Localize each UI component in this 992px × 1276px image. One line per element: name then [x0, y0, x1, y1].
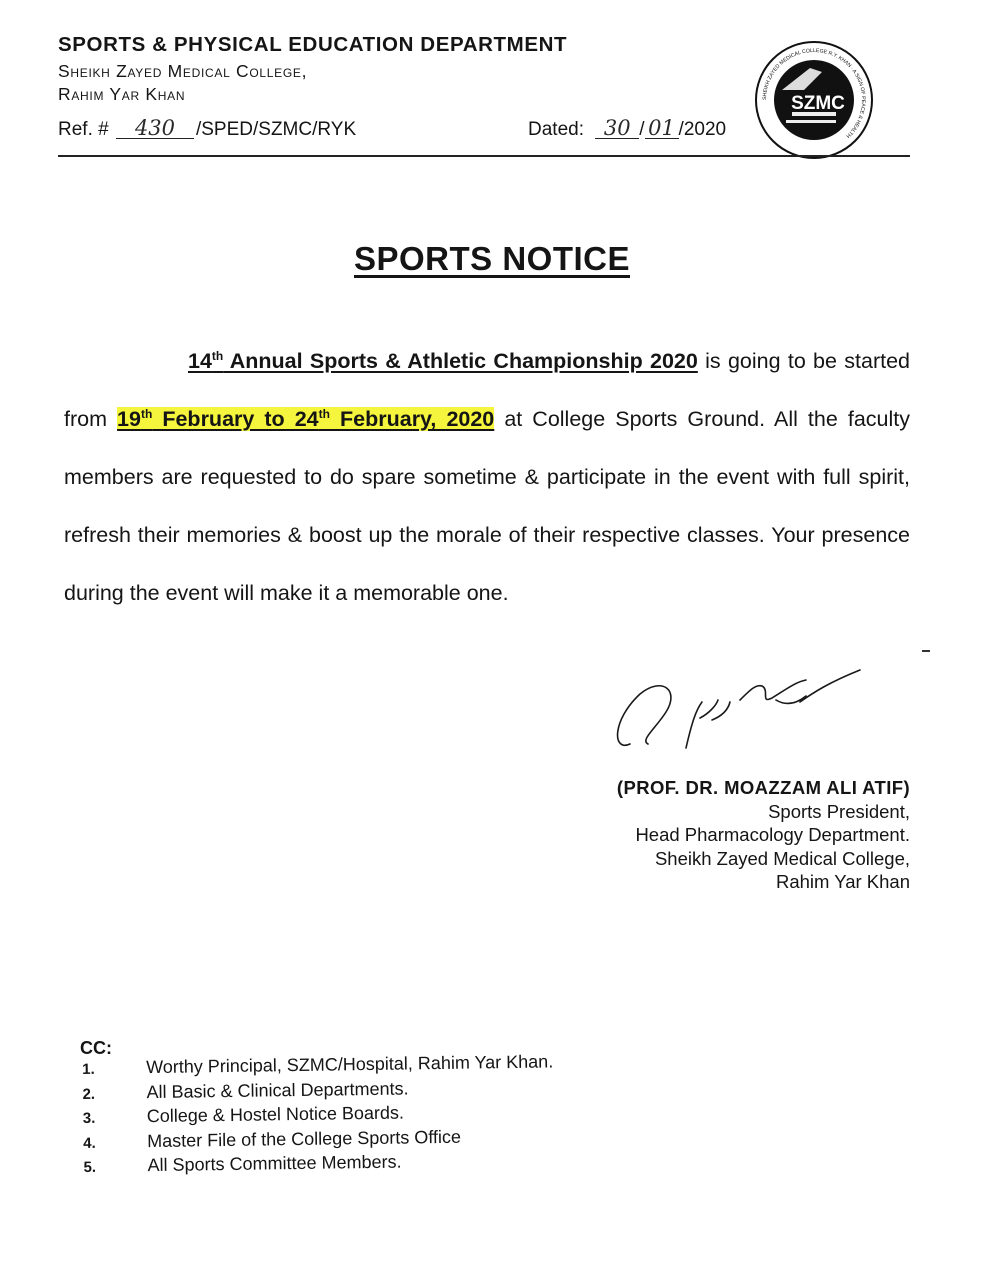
date-line: Dated: 30 / 01 /2020	[528, 116, 727, 140]
college-name: Sheikh Zayed Medical College,	[58, 61, 308, 81]
notice-title: SPORTS NOTICE	[353, 240, 631, 277]
cc-item: 4. Master File of the College Sports Office	[83, 1126, 462, 1152]
signatory-name: (PROF. DR. MOAZZAM ALI ATIF)	[616, 777, 910, 798]
szmc-logo	[752, 38, 876, 162]
date-day: 30	[595, 118, 639, 139]
stray-mark	[922, 650, 930, 652]
logo-acronym: SZMC	[791, 93, 845, 114]
date-month: 01	[645, 118, 679, 139]
signatory-city: Rahim Yar Khan	[775, 871, 910, 892]
header-divider	[58, 155, 910, 157]
signatory-block	[617, 776, 910, 894]
date-year: /2020	[678, 119, 727, 140]
signatory-role: Sports President,	[768, 800, 910, 822]
college-city: Rahim Yar Khan	[58, 84, 186, 104]
event-dates-highlight: 19th February to 24th February, 2020	[117, 406, 495, 431]
department-name: SPORTS & PHYSICAL EDUCATION DEPARTMENT	[58, 33, 568, 56]
dated-label: Dated:	[528, 119, 584, 140]
signatory-department: Head Pharmacology Department.	[635, 824, 910, 845]
ref-number: 430	[116, 118, 194, 139]
cc-heading: CC:	[80, 1038, 112, 1058]
cc-item: 2. All Basic & Clinical Departments.	[82, 1077, 409, 1103]
logo-ring-text: SHEIKH ZAYED MEDICAL COLLEGE R.Y. KHAN · A SIGN OF PEACE & HEALTH	[761, 47, 867, 139]
signatory-college: Sheikh Zayed Medical College,	[654, 847, 910, 869]
reference-line	[58, 118, 356, 141]
signature	[600, 660, 910, 760]
cc-item: 3. College & Hostel Notice Boards.	[82, 1102, 405, 1127]
event-name: 14th Annual Sports & Athletic Championship 2020	[188, 348, 698, 373]
ref-suffix: /SPED/SZMC/RYK	[195, 119, 357, 140]
cc-item: 5. All Sports Committee Members.	[83, 1151, 402, 1176]
cc-list	[82, 1051, 555, 1180]
logo-stripe-2	[786, 120, 836, 123]
notice-body: 14th Annual Sports & Athletic Championship 2020 is going to be started from 19th February to 24th February, 2020 at College Sports Ground. All the faculty members are requested to do spare sometime & participate in the event with full spirit, refresh their memories & boost up the morale of their respective classes. Your presence during the event will make it a memorable one.	[64, 348, 910, 605]
cc-item: 1. Worthy Principal, SZMC/Hospital, Rahim Yar Khan.	[82, 1051, 554, 1078]
ref-prefix: Ref. #	[58, 119, 109, 140]
